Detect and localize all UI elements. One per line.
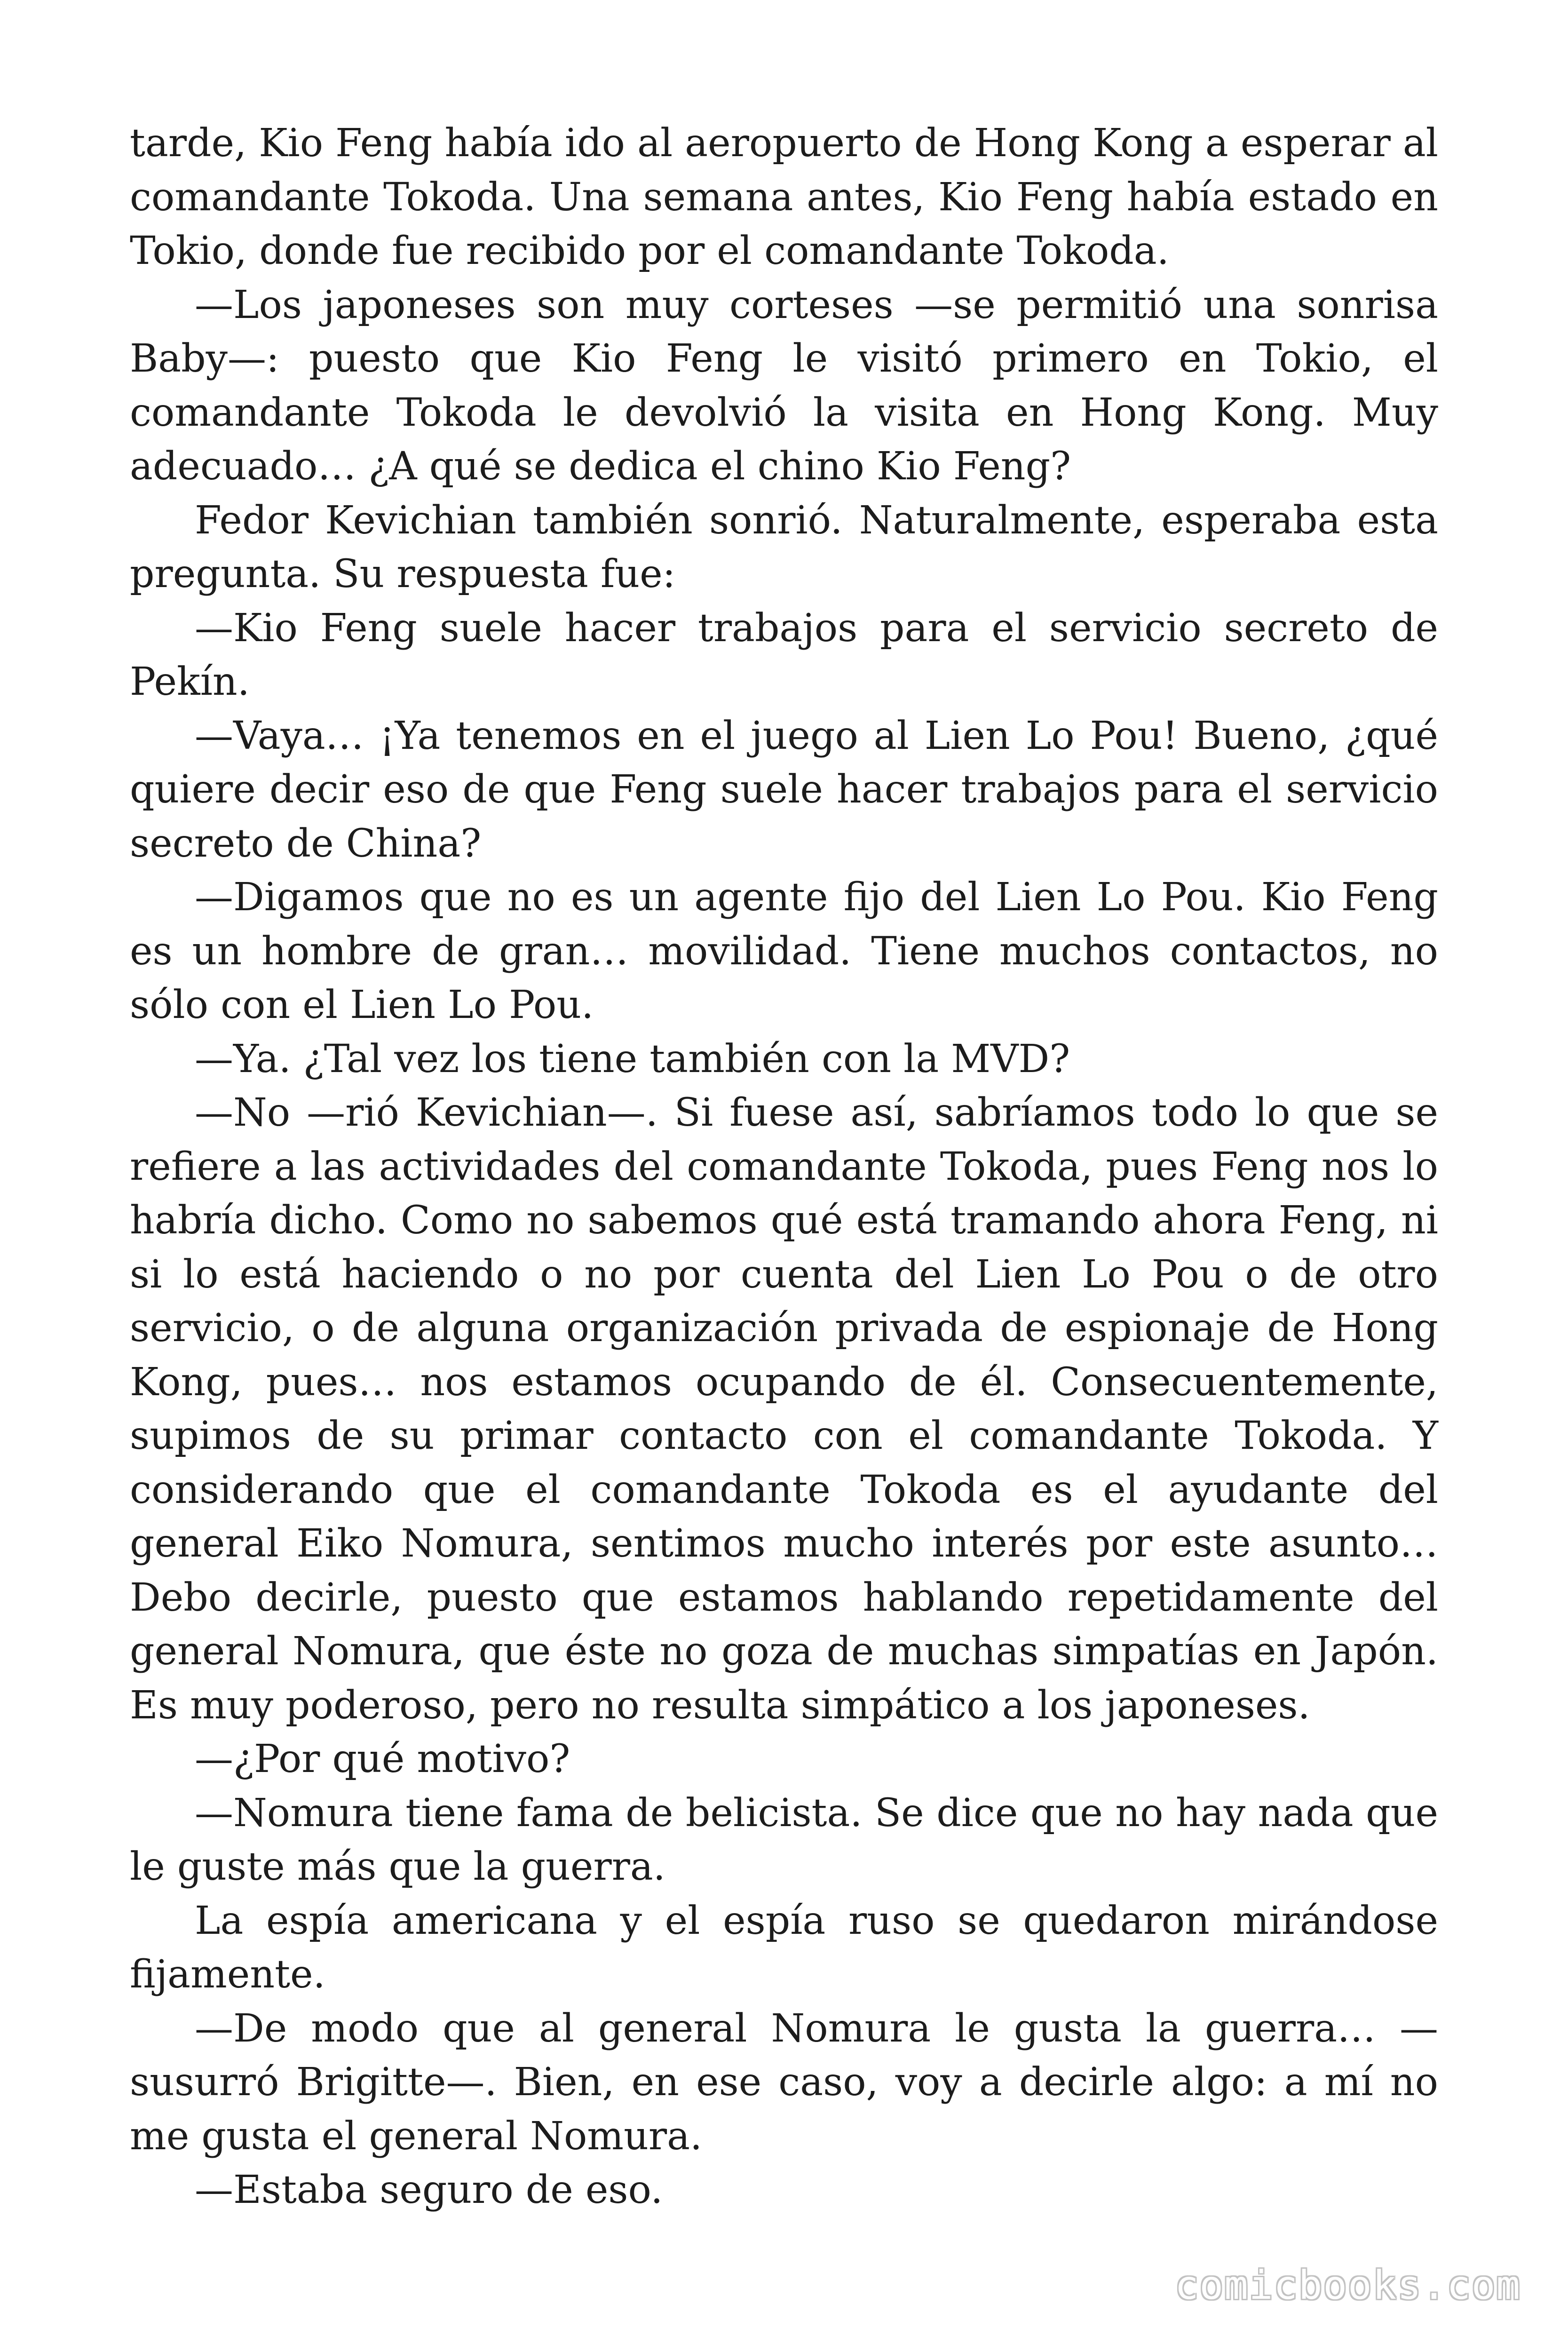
paragraph: La espía americana y el espía ruso se quedaron mirándose fijamente. [130,1898,1438,1997]
page-body-text [130,117,1438,2217]
paragraph: —Digamos que no es un agente fijo del Lien Lo Pou. Kio Feng es un hombre de gran… movilidad. Tiene muchos contactos, no sólo con el Lien Lo Pou. [130,875,1438,1027]
site-watermark: comicbooks.com [1174,2262,1521,2308]
paragraph: —Vaya… ¡Ya tenemos en el juego al Lien Lo Pou! Bueno, ¿qué quiere decir eso de que Feng suele hacer trabajos para el servicio secreto de China? [130,713,1438,866]
paragraph: —Los japoneses son muy corteses —se permitió una sonrisa Baby—: puesto que Kio Feng le visitó primero en Tokio, el comandante Tokoda le devolvió la visita en Hong Kong. Muy adecuado… ¿A qué se dedica el chino Kio Feng? [130,282,1438,489]
paragraph: —No —rió Kevichian—. Si fuese así, sabríamos todo lo que se refiere a las actividades del comandante Tokoda, pues Feng nos lo habría dicho. Como no sabemos qué está tramando ahora Feng, ni si lo está haciendo o no por cuenta del Lien Lo Pou o de otro servicio, o de alguna organización privada de espionaje de Hong Kong, pues… nos estamos ocupando de él. Consecuentemente, supimos de su primar contacto con el comandante Tokoda. Y considerando que el comandante Tokoda es el ayudante del general Eiko Nomura, sentimos mucho interés por este asunto… Debo decirle, puesto que estamos hablando repetidamente del general Nomura, que éste no goza de muchas simpatías en Japón. Es muy poderoso, pero no resulta simpático a los japoneses. [130,1090,1438,1728]
paragraph: —Estaba seguro de eso. [195,2168,663,2212]
paragraph: —Kio Feng suele hacer trabajos para el servicio secreto de Pekín. [130,605,1438,704]
paragraph: —De modo que al general Nomura le gusta la guerra… —susurró Brigitte—. Bien, en ese caso, voy a decirle algo: a mí no me gusta el general Nomura. [130,2006,1438,2159]
paragraph: Fedor Kevichian también sonrió. Naturalmente, esperaba esta pregunta. Su respuesta fue: [130,498,1438,596]
paragraph: —¿Por qué motivo? [195,1737,570,1781]
paragraph-continuation: tarde, Kio Feng había ido al aeropuerto de Hong Kong a esperar al comandante Tokoda. Una semana antes, Kio Feng había estado en Tokio, donde fue recibido por el comandante Tokoda. [130,121,1438,273]
paragraph: —Ya. ¿Tal vez los tiene también con la MVD? [195,1036,1070,1081]
paragraph: —Nomura tiene fama de belicista. Se dice que no hay nada que le guste más que la guerra. [130,1790,1438,1889]
